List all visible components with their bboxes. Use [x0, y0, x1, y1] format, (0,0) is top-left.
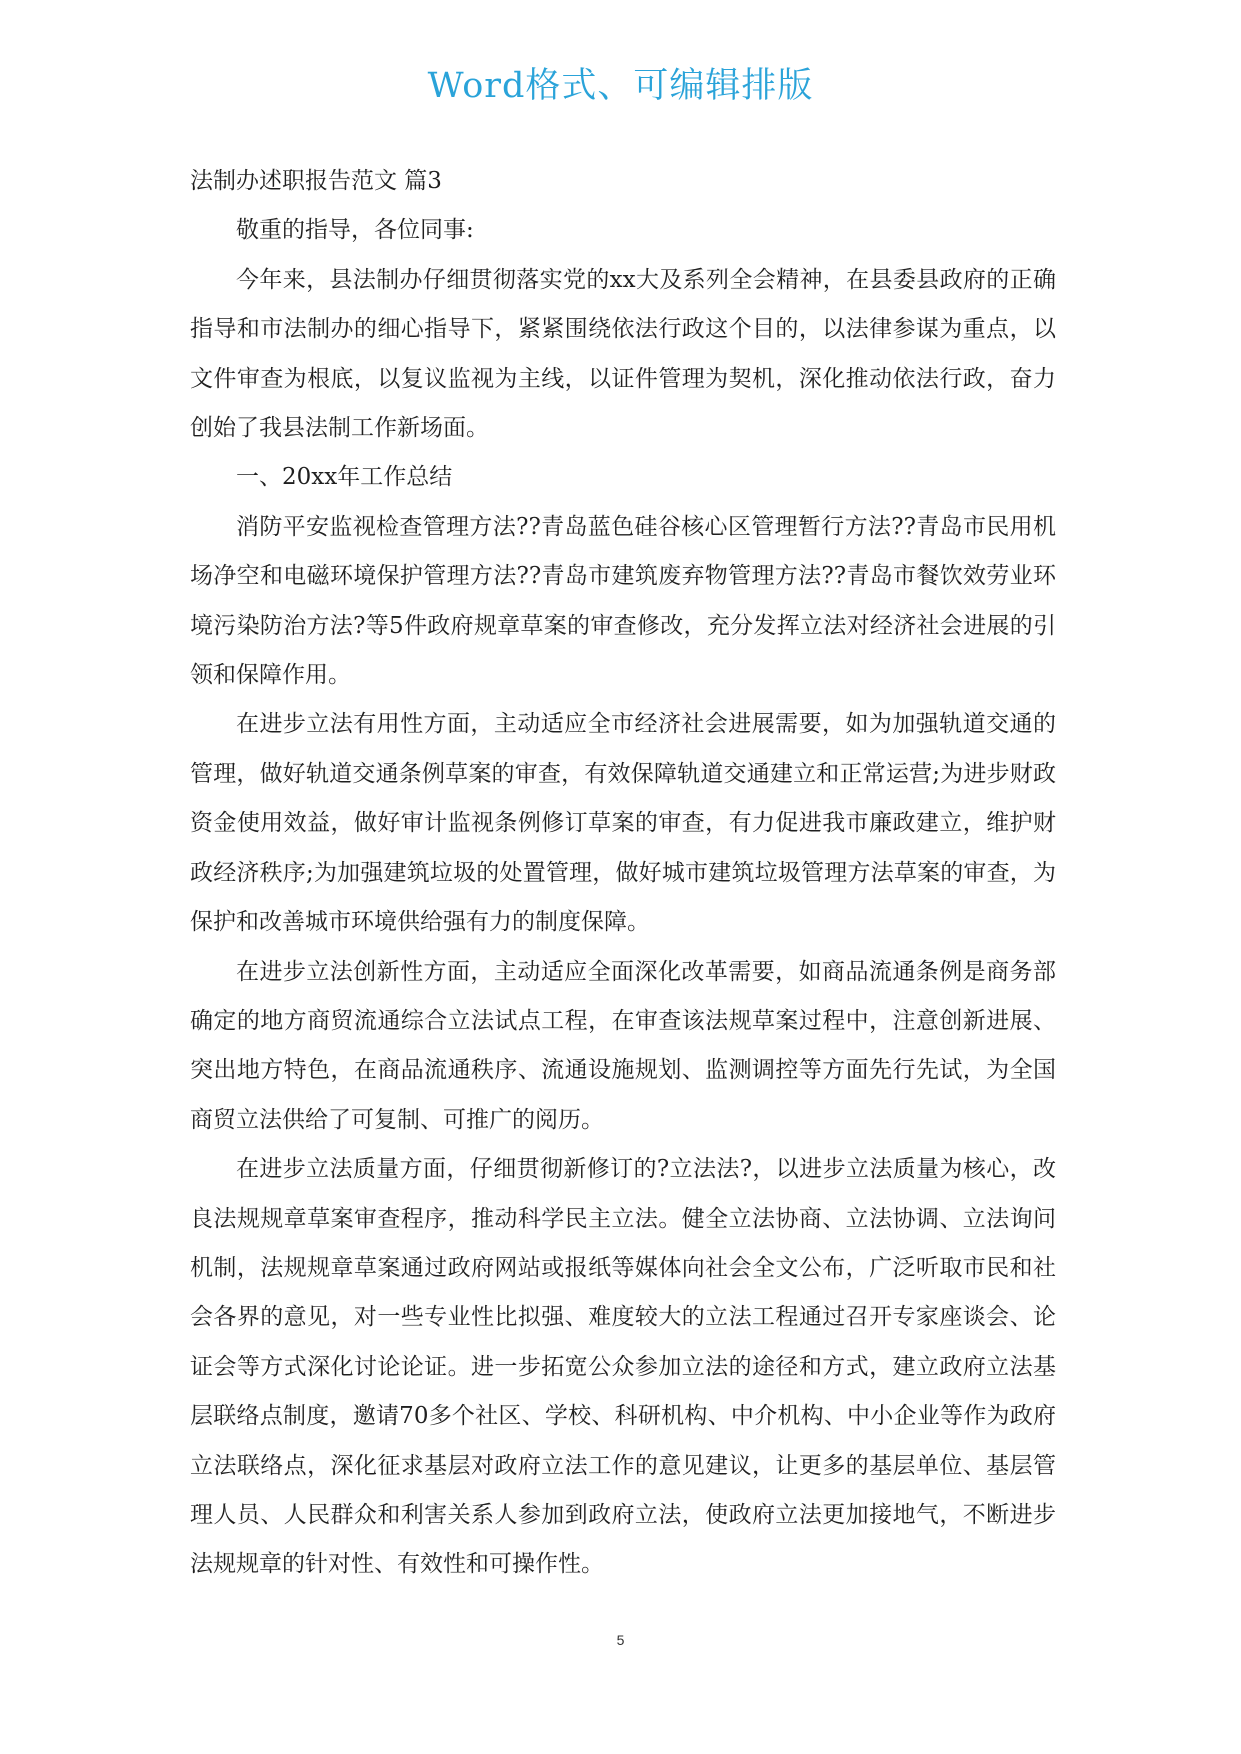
- paragraph-effectiveness: 在进步立法有用性方面，主动适应全市经济社会进展需要，如为加强轨道交通的管理，做好轨道交通条例草案的审查，有效保障轨道交通建立和正常运营;为进步财政资金使用效益，做好审计监视条例修订草案的审查，有力促进我市廉政建立，维护财政经济秩序;为加强建筑垃圾的处置管理，做好城市建筑垃圾管理方法草案的审查，为保护和改善城市环境供给强有力的制度保障。: [190, 711, 1056, 936]
- document-body: [190, 157, 1056, 1590]
- paragraph-innovation: 在进步立法创新性方面，主动适应全面深化改革需要，如商品流通条例是商务部确定的地方商贸流通综合立法试点工程，在审查该法规草案过程中，注意创新进展、突出地方特色，在商品流通秩序、流通设施规划、监测调控等方面先行先试，为全国商贸立法供给了可复制、可推广的阅历。: [190, 958, 1056, 1133]
- section-heading: 一、20xx年工作总结: [236, 464, 453, 491]
- paragraph-regulations: 消防平安监视检查管理方法??青岛蓝色硅谷核心区管理暂行方法??青岛市民用机场净空和电磁环境保护管理方法??青岛市建筑废弃物管理方法??青岛市餐饮效劳业环境污染防治方法?等5件政府规章草案的审查修改，充分发挥立法对经济社会进展的引领和保障作用。: [190, 513, 1056, 689]
- paragraph-intro: 今年来，县法制办仔细贯彻落实党的xx大及系列全会精神，在县委县政府的正确指导和市法制办的细心指导下，紧紧围绕依法行政这个目的，以法律参谋为重点，以文件审查为根底，以复议监视为主线，以证件管理为契机，深化推动依法行政，奋力创始了我县法制工作新场面。: [190, 266, 1056, 442]
- paragraph-salutation: 敬重的指导，各位同事:: [236, 217, 474, 244]
- page-number: 5: [616, 1632, 625, 1648]
- page-header: Word格式、可编辑排版: [427, 66, 814, 106]
- paragraph-quality: 在进步立法质量方面，仔细贯彻新修订的?立法法?，以进步立法质量为核心，改良法规规章草案审查程序，推动科学民主立法。健全立法协商、立法协调、立法询问机制，法规规章草案通过政府网站或报纸等媒体向社会全文公布，广泛听取市民和社会各界的意见，对一些专业性比拟强、难度较大的立法工程通过召开专家座谈会、论证会等方式深化讨论论证。进一步拓宽公众参加立法的途径和方式，建立政府立法基层联络点制度，邀请70多个社区、学校、科研机构、中介机构、中小企业等作为政府立法联络点，深化征求基层对政府立法工作的意见建议，让更多的基层单位、基层管理人员、人民群众和利害关系人参加到政府立法，使政府立法更加接地气，不断进步法规规章的针对性、有效性和可操作性。: [190, 1156, 1056, 1578]
- document-heading: 法制办述职报告范文 篇3: [190, 168, 442, 194]
